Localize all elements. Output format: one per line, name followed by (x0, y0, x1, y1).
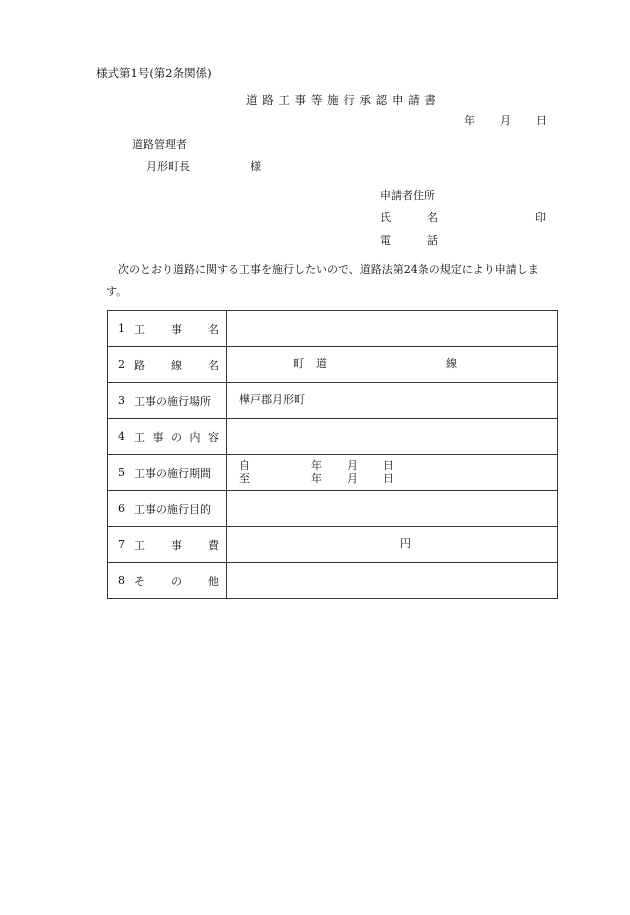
table-row (108, 347, 558, 383)
seal-mark: 印 (535, 211, 546, 224)
addressee-honorific: 様 (250, 160, 261, 173)
row-label: 工 事 費 (134, 538, 219, 552)
row-number: 6 (118, 502, 125, 515)
period-from-day: 日 (383, 459, 394, 472)
page-title: 道 路 工 事 等 施 行 承 認 申 請 書 (246, 93, 436, 107)
period-to-prefix: 至 (239, 472, 250, 485)
route-line-suffix: 線 (446, 357, 457, 370)
row-label-cell (108, 455, 227, 491)
table-row (108, 419, 558, 455)
table-row (108, 527, 558, 563)
intro-line-2: す。 (106, 285, 128, 298)
row-number: 2 (118, 358, 125, 371)
period-to-month: 月 (347, 472, 358, 485)
other-notes-field[interactable] (227, 563, 558, 599)
row-label: 工事の施行場所 (134, 394, 211, 408)
cost-unit-yen: 円 (400, 537, 411, 550)
applicant-name-label: 氏 名 (380, 211, 438, 224)
row-label-cell (108, 311, 227, 347)
applicant-address-label: 申請者住所 (380, 189, 435, 202)
row-label: 工 事 名 (134, 322, 219, 336)
period-from-prefix: 自 (239, 459, 250, 472)
construction-purpose-field[interactable] (227, 491, 558, 527)
row-label: 工 事 の 内 容 (134, 430, 219, 444)
date-day-label: 日 (536, 114, 547, 127)
addressee-title: 道路管理者 (132, 138, 187, 151)
location-text: 樺戸郡月形町 (239, 393, 305, 406)
table-row (108, 455, 558, 491)
application-table (107, 310, 558, 599)
row-number: 1 (118, 322, 125, 335)
construction-period-field[interactable] (227, 455, 558, 491)
row-label-cell (108, 383, 227, 419)
route-town-road-text: 町 道 (293, 357, 327, 370)
row-label-cell (108, 491, 227, 527)
applicant-phone-label: 電 話 (380, 234, 438, 247)
date-year-label: 年 (464, 114, 475, 127)
route-name-field[interactable] (227, 347, 558, 383)
intro-line-1: 次のとおり道路に関する工事を施行したいので、道路法第24条の規定により申請しま (118, 263, 539, 276)
construction-name-field[interactable] (227, 311, 558, 347)
row-label-cell (108, 347, 227, 383)
period-to-day: 日 (383, 472, 394, 485)
construction-cost-field[interactable] (227, 527, 558, 563)
date-month-label: 月 (500, 114, 511, 127)
row-label: そ の 他 (134, 574, 219, 588)
row-number: 3 (118, 394, 125, 407)
row-label: 工事の施行目的 (134, 502, 211, 516)
table-row (108, 563, 558, 599)
table-row (108, 491, 558, 527)
period-from-year: 年 (311, 459, 322, 472)
row-number: 8 (118, 574, 125, 587)
period-to-year: 年 (311, 472, 322, 485)
row-label-cell (108, 527, 227, 563)
construction-location-field[interactable] (227, 383, 558, 419)
row-label-cell (108, 419, 227, 455)
period-from-month: 月 (347, 459, 358, 472)
addressee-name: 月形町長 (146, 160, 190, 173)
table-row (108, 383, 558, 419)
row-label-cell (108, 563, 227, 599)
form-number: 様式第1号(第2条関係) (96, 66, 212, 80)
row-number: 7 (118, 538, 125, 551)
row-number: 4 (118, 430, 125, 443)
table-row (108, 311, 558, 347)
construction-content-field[interactable] (227, 419, 558, 455)
row-label: 工事の施行期間 (134, 466, 211, 480)
row-label: 路 線 名 (134, 358, 219, 372)
row-number: 5 (118, 466, 125, 479)
